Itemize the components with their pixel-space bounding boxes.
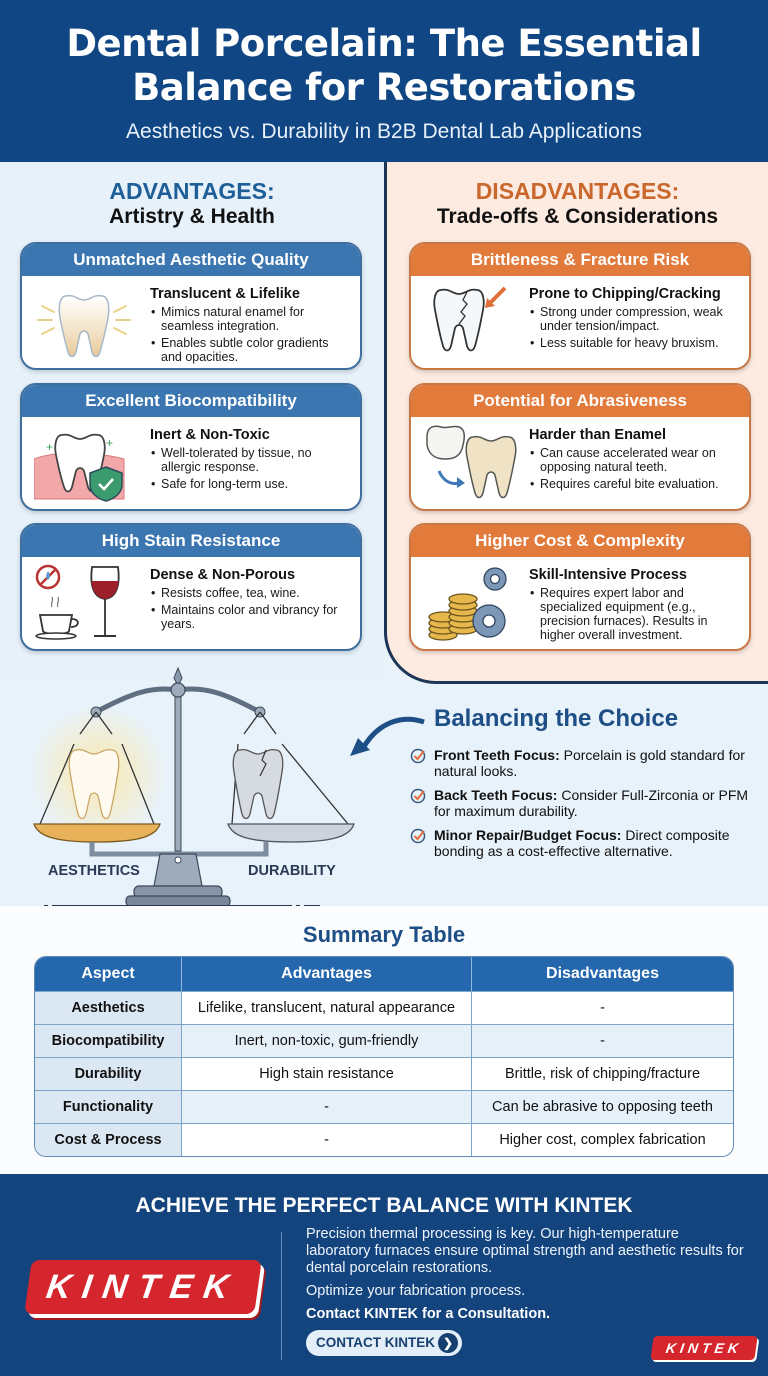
- chevron-right-icon: ❯: [438, 1333, 458, 1353]
- check-circle-icon: [410, 788, 426, 804]
- table-cell: Cost & Process: [35, 1123, 182, 1156]
- card-heading: Translucent & Lifelike: [150, 286, 300, 302]
- tooth-wear-icon: [423, 423, 523, 505]
- svg-text:+: +: [46, 440, 54, 454]
- button-label: CONTACT KINTEK: [316, 1335, 435, 1350]
- choice-item: [410, 787, 750, 819]
- card-bullet: • Can cause accelerated wear on opposing natural teeth.: [529, 446, 741, 474]
- card-title: Higher Cost & Complexity: [411, 525, 749, 557]
- table-cell: Inert, non-toxic, gum-friendly: [182, 1024, 472, 1057]
- page-subtitle: Aesthetics vs. Durability in B2B Dental Lab Applications: [126, 120, 642, 143]
- table-cell: Durability: [35, 1057, 182, 1090]
- card-bullet: • Safe for long-term use.: [150, 477, 352, 491]
- advantages-heading: ADVANTAGES:: [109, 178, 275, 204]
- choice-item-text: Direct composite bonding as a cost-effective alternative.: [434, 827, 730, 859]
- disadvantages-heading: DISADVANTAGES:: [475, 178, 680, 204]
- table-cell: High stain resistance: [182, 1057, 472, 1090]
- table-cell: Aesthetics: [35, 991, 182, 1024]
- card-bullet: • Resists coffee, tea, wine.: [150, 586, 352, 600]
- balancing-title: Balancing the Choice: [434, 705, 679, 732]
- aesthetics-label: AESTHETICS: [48, 863, 140, 879]
- card-heading: Skill-Intensive Process: [529, 567, 687, 583]
- page-header: [0, 0, 768, 162]
- page-title: [0, 0, 768, 110]
- footer-title: ACHIEVE THE PERFECT BALANCE WITH KINTEK: [135, 1194, 633, 1217]
- card-heading: Inert & Non-Toxic: [150, 427, 270, 443]
- table-row: [35, 991, 733, 1024]
- summary-section: [0, 906, 768, 1174]
- choice-item-label: Back Teeth Focus:: [434, 787, 558, 803]
- table-cell: -: [472, 1024, 733, 1057]
- choice-item-text: Porcelain is gold standard for natural looks.: [434, 747, 745, 779]
- disadvantage-card-cost: [409, 523, 751, 651]
- card-bullet: • Requires careful bite evaluation.: [529, 477, 741, 491]
- disadvantages-column: [384, 162, 768, 684]
- glowing-tooth-icon: [34, 282, 134, 364]
- choice-item-label: Minor Repair/Budget Focus:: [434, 827, 622, 843]
- table-cell: Can be abrasive to opposing teeth: [472, 1090, 733, 1123]
- table-row: [35, 1024, 733, 1057]
- column-header: Disadvantages: [472, 957, 733, 991]
- card-title: Brittleness & Fracture Risk: [411, 244, 749, 276]
- table-row: [35, 1090, 733, 1123]
- durability-label: DURABILITY: [248, 863, 336, 879]
- card-heading: Prone to Chipping/Cracking: [529, 286, 721, 302]
- logo-text: KINTEK: [44, 1268, 242, 1306]
- disadvantage-card-brittleness: [409, 242, 751, 370]
- balance-scale-illustration: [30, 664, 370, 909]
- kintek-logo-small: [650, 1336, 757, 1360]
- card-bullet: • Maintains color and vibrancy for years.: [150, 603, 352, 631]
- coffee-wine-icon: [34, 563, 134, 645]
- card-title: Unmatched Aesthetic Quality: [22, 244, 360, 276]
- card-title: Potential for Abrasiveness: [411, 385, 749, 417]
- coins-gears-icon: [423, 563, 523, 645]
- disadvantage-card-abrasiveness: [409, 383, 751, 511]
- table-cell: -: [182, 1123, 472, 1156]
- title-line-2: Balance for Restorations: [132, 66, 636, 109]
- choice-item-label: Front Teeth Focus:: [434, 747, 560, 763]
- table-cell: -: [182, 1090, 472, 1123]
- balancing-choice-panel: [410, 705, 750, 867]
- card-title: Excellent Biocompatibility: [22, 385, 360, 417]
- column-header: Aspect: [35, 957, 182, 991]
- card-bullet: • Mimics natural enamel for seamless integration.: [150, 305, 352, 333]
- check-circle-icon: [410, 828, 426, 844]
- title-line-1: Dental Porcelain: The Essential: [66, 22, 702, 65]
- advantages-column: [0, 162, 384, 682]
- card-bullet: • Requires expert labor and specialized equipment (e.g., precision furnaces). Results in higher overall investment.: [529, 586, 741, 642]
- advantage-card-aesthetic: [20, 242, 362, 370]
- table-cell: Biocompatibility: [35, 1024, 182, 1057]
- divider: [281, 1232, 282, 1360]
- summary-title: Summary Table: [302, 922, 466, 947]
- choice-item: [410, 827, 750, 859]
- table-cell: Brittle, risk of chipping/fracture: [472, 1057, 733, 1090]
- card-bullet: • Less suitable for heavy bruxism.: [529, 336, 741, 350]
- cracked-tooth-icon: [423, 282, 523, 364]
- footer-cta: [0, 1174, 768, 1376]
- footer-line: Optimize your fabrication process.: [306, 1283, 526, 1299]
- kintek-logo: [24, 1260, 262, 1314]
- card-heading: Harder than Enamel: [529, 427, 666, 443]
- card-bullet: • Well-tolerated by tissue, no allergic response.: [150, 446, 352, 474]
- svg-text:+: +: [106, 436, 114, 450]
- logo-text: KINTEK: [664, 1340, 744, 1356]
- table-cell: Functionality: [35, 1090, 182, 1123]
- table-cell: -: [472, 991, 733, 1024]
- footer-paragraph: Precision thermal processing is key. Our high-temperature laboratory furnaces ensure optimal strength and aesthetic results for dental porcelain restorations.: [306, 1226, 744, 1276]
- summary-table: [34, 956, 734, 1157]
- advantage-card-biocompatibility: [20, 383, 362, 511]
- table-cell: Lifelike, translucent, natural appearance: [182, 991, 472, 1024]
- advantages-subheading: Artistry & Health: [109, 205, 275, 228]
- disadvantages-subheading: Trade-offs & Considerations: [436, 205, 719, 228]
- choice-item: [410, 747, 750, 779]
- table-row: [35, 1123, 733, 1156]
- contact-kintek-button[interactable]: [306, 1330, 462, 1356]
- tooth-shield-icon: [34, 423, 134, 505]
- footer-contact-line: Contact KINTEK for a Consultation.: [306, 1306, 551, 1322]
- choice-item-text: Consider Full-Zirconia or PFM for maximum durability.: [434, 787, 749, 819]
- card-bullet: • Strong under compression, weak under tension/impact.: [529, 305, 741, 333]
- column-header: Advantages: [182, 957, 472, 991]
- table-cell: Higher cost, complex fabrication: [472, 1123, 733, 1156]
- card-title: High Stain Resistance: [22, 525, 360, 557]
- card-bullet: • Enables subtle color gradients and opacities.: [150, 336, 352, 364]
- table-row: [35, 1057, 733, 1090]
- advantage-card-stain: [20, 523, 362, 651]
- card-heading: Dense & Non-Porous: [150, 567, 296, 583]
- check-circle-icon: [410, 748, 426, 764]
